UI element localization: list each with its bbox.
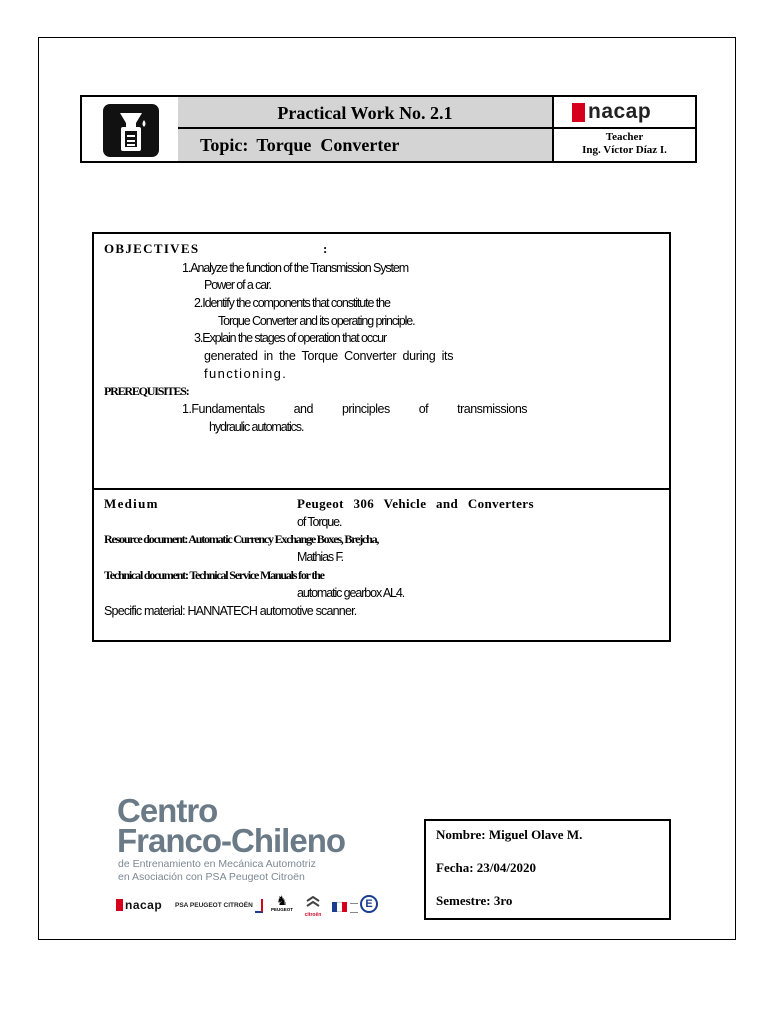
fluid-flask-icon [103,104,159,157]
teacher-cell [552,129,695,161]
medium-box [92,488,671,642]
objective-line: functioning. [204,366,288,381]
student-info-box [424,819,671,920]
topic-row [178,129,552,161]
objectives-box [92,232,671,490]
objective-line: Torque Converter and its operating principle. [218,314,415,328]
inacap-logo [572,102,651,122]
medium-value: Peugeot 306 Vehicle and Converters [297,496,534,511]
practical-work-title: Practical Work No. 2.1 [178,97,552,129]
centro-logo-line2: Franco-Chileno [117,822,346,859]
topic-value: Torque Converter [256,135,400,155]
partner-inacap-logo [116,899,162,911]
partner-inacap-wordmark: nacap [125,898,163,912]
objectives-heading: OBJECTIVES [104,241,200,256]
inacap-logo-cell [552,97,695,129]
centro-logo-line1: Centro [117,792,218,829]
education-e-icon: E [360,895,378,913]
resource-document-cont: Mathias F. [297,550,343,564]
objective-line: Power of a car. [204,278,271,292]
semester: Semestre: 3ro [436,893,513,908]
inacap-mark-icon [116,899,123,911]
teacher-label: Teacher [605,131,644,143]
objectives-colon: : [323,241,329,256]
inacap-mark-icon [572,103,585,122]
peugeot-wordmark: PEUGEOT [270,907,293,912]
student-name: Nombre: Miguel Olave M. [436,827,583,842]
header-icon-cell [82,97,180,161]
prerequisites-heading: PREREQUISITES: [104,384,189,398]
inacap-wordmark: nacap [588,100,652,123]
technical-document-cont: automatic gearbox AL4. [297,586,405,600]
centro-logo-sub1: de Entrenamiento en Mecánica Automotriz [118,858,316,870]
topic-label: Topic: [200,135,249,155]
objective-line: 3.Explain the stages of operation that occur [194,331,387,345]
citroen-logo [299,894,327,918]
medium-value-cont: of Torque. [297,515,342,529]
technical-document-label: Technical document: Technical Service Manuals for the [104,568,324,582]
specific-material: Specific material: HANNATECH automotive scanner. [104,604,357,618]
objective-line: generated in the Torque Converter during its [204,349,454,363]
header-table [80,95,697,163]
france-flag-icon [332,902,347,912]
peugeot-logo [268,894,296,912]
medium-label: Medium [104,496,159,511]
teacher-name: Ing. Víctor Díaz I. [582,144,667,156]
centro-logo-sub2: en Asociación con PSA Peugeot Citroën [118,871,305,883]
peugeot-lion-icon: ♞ [276,893,288,908]
prerequisite-line: hydraulic automatics. [209,420,304,434]
psa-mark-icon [255,899,263,913]
psa-logo: PSA PEUGEOT CITROËN [175,902,253,909]
prerequisite-line: 1.Fundamentals and principles of transmissions [182,402,528,416]
resource-document-label: Resource document: Automatic Currency Exchange Boxes, Brejcha, [104,532,379,546]
submission-date: Fecha: 23/04/2020 [436,860,537,875]
citroen-wordmark: citroën [304,912,322,918]
objective-line: 2.Identify the components that constitute the [194,296,390,310]
objective-line: 1.Analyze the function of the Transmission System [182,261,409,275]
citroen-chevrons-icon [305,896,321,907]
republique-text-icon [350,903,358,913]
